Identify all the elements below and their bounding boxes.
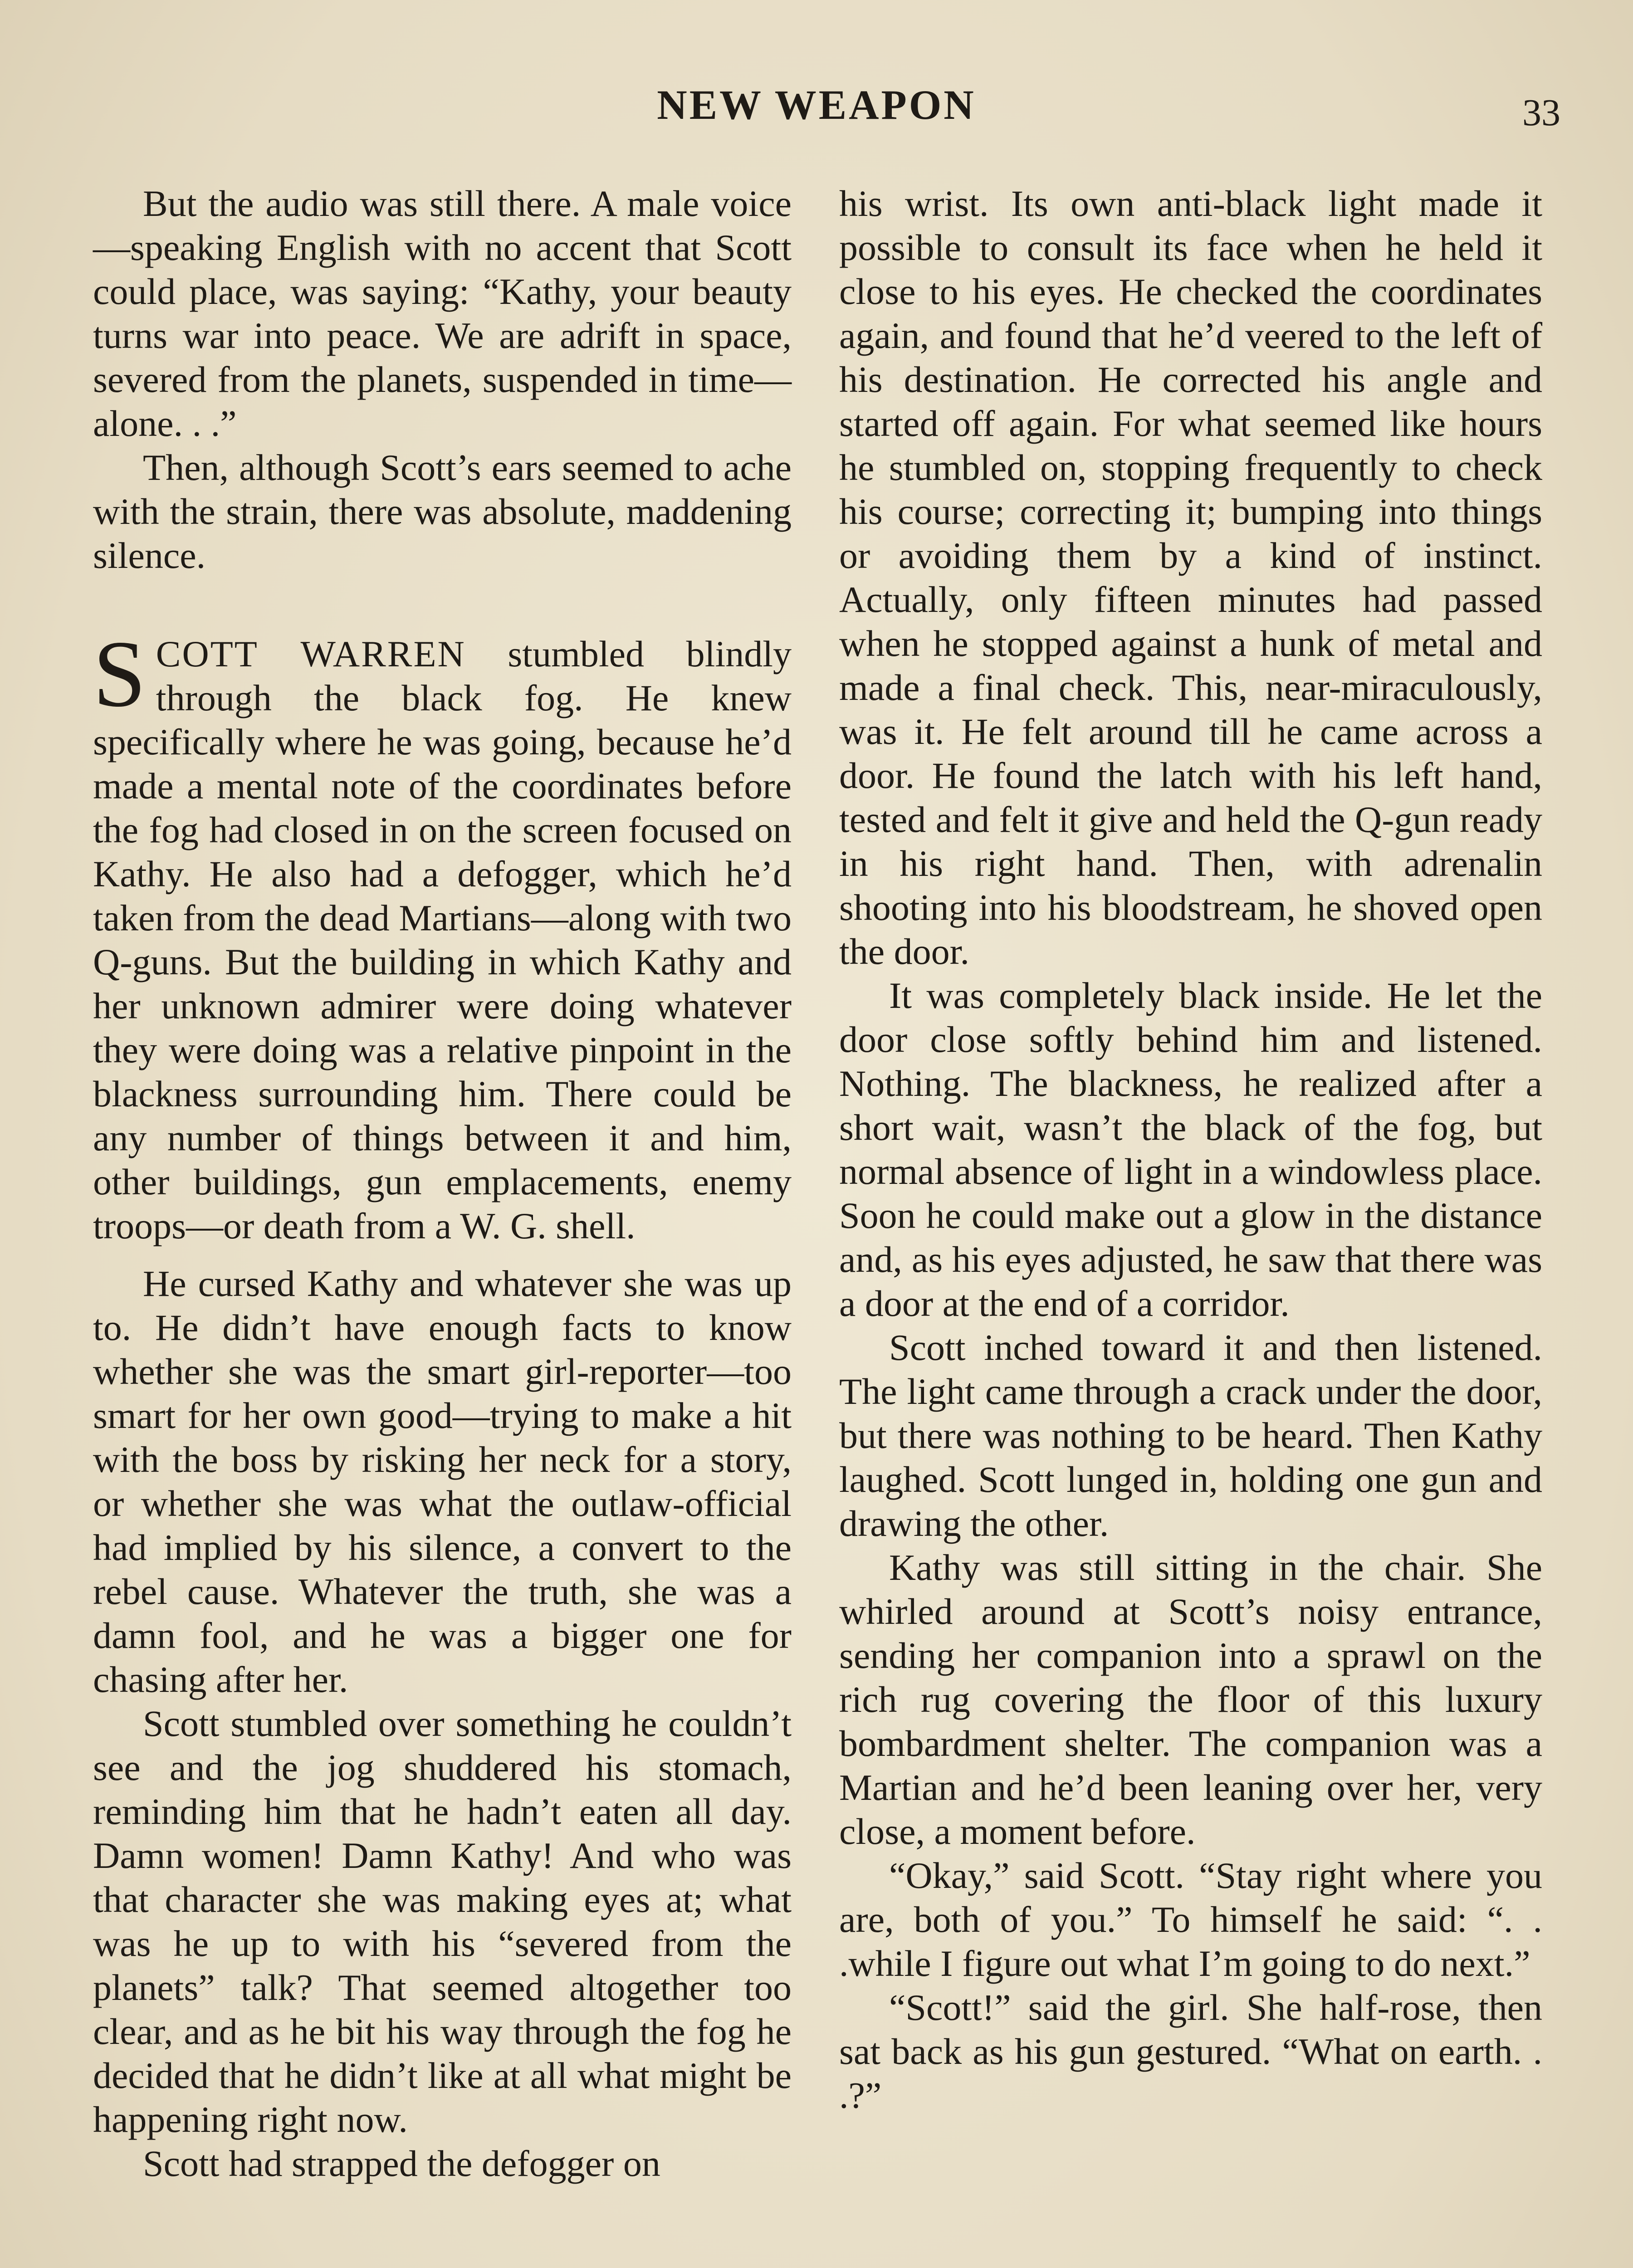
drop-cap: S xyxy=(93,621,146,727)
paragraph-text: stumbled blindly through the black fog. He knew specifically where he was going, because he’d made a mental note of the coordinates before the fog had closed in on the screen focused on Kathy. He also had a defogger, which he’d taken from the dead Martians—along with two Q-guns. But the building in which Kathy and her unknown admirer were doing whatever they were doing was a relative pinpoint in the blackness surrounding him. There could be any number of things between it and him, other buildings, gun emplacements, enemy troops—or death from a W. G. shell. xyxy=(93,633,792,1246)
section-start-paragraph xyxy=(93,621,792,1248)
paragraph: “Scott!” said the girl. She half-rose, then sat back as his gun gestured. “What on earth. . .?” xyxy=(839,1987,1542,2116)
page-number: 33 xyxy=(1522,92,1560,134)
paragraph: He cursed Kathy and whatever she was up to. He didn’t have enough facts to know whether she was the smart girl-reporter—too smart for her own good—trying to make a hit with the boss by risking her neck for a story, or whether she was what the outlaw-official had implied by his silence, a convert to the rebel cause. Whatever the truth, she was a damn fool, and he was a bigger one for chasing after her. xyxy=(93,1263,792,1700)
paragraph: “Okay,” said Scott. “Stay right where you are, both of you.” To himself he said: “. . .while I figure out what I’m going to do next.” xyxy=(839,1855,1542,1984)
running-head-title: NEW WEAPON xyxy=(657,82,976,128)
paragraph: Scott stumbled over something he couldn’t see and the jog shuddered his stomach, reminding him that he hadn’t eaten all day. Damn women! Damn Kathy! And who was that character she was making eyes at; what was he up to with his “severed from the planets” talk? That seemed altogether too clear, and as he bit his way through the fog he decided that he didn’t like at all what might be happening right now. xyxy=(93,1703,792,2140)
paragraph: But the audio was still there. A male voice—speaking English with no accent that Scott could place, was saying: “Kathy, your beauty turns war into peace. We are adrift in space, severed from the planets, suspended in time—alone. . .” xyxy=(93,183,792,444)
paragraph: Scott had strapped the defogger on xyxy=(143,2143,660,2184)
left-column xyxy=(93,181,792,2185)
paragraph: Kathy was still sitting in the chair. She whirled around at Scott’s noisy entrance, sending her companion into a sprawl on the rich rug covering the floor of this luxury bombardment shelter. The companion was a Martian and he’d been leaning over her, very close, a moment before. xyxy=(839,1547,1542,1852)
right-column xyxy=(839,181,1542,2117)
paragraph: Scott inched toward it and then listened. The light came through a crack under the door, but there was nothing to be heard. Then Kathy laughed. Scott lunged in, holding one gun and drawing the other. xyxy=(839,1327,1542,1544)
lead-in-caps: COTT WARREN xyxy=(156,633,466,675)
paragraph: his wrist. Its own anti-black light made it possible to consult its face when he held it close to his eyes. He checked the coordinates again, and found that he’d veered to the left of his destination. He corrected his angle and started off again. For what seemed like hours he stumbled on, stopping frequently to check his course; correcting it; bumping into things or avoiding them by a kind of instinct. Actually, only fifteen minutes had passed when he stopped against a hunk of metal and made a final check. This, near-miraculously, was it. He felt around till he came across a door. He found the latch with his left hand, tested and felt it give and held the Q-gun ready in his right hand. Then, with adrenalin shooting into his bloodstream, he shoved open the door. xyxy=(839,183,1542,972)
paragraph: It was completely black inside. He let the door close softly behind him and listened. Nothing. The blackness, he realized after a short wait, wasn’t the black of the fog, but normal absence of light in a windowless place. Soon he could make out a glow in the distance and, as his eyes adjusted, he saw that there was a door at the end of a corridor. xyxy=(839,975,1542,1324)
paragraph: Then, although Scott’s ears seemed to ache with the strain, there was absolute, maddening silence. xyxy=(93,447,792,576)
